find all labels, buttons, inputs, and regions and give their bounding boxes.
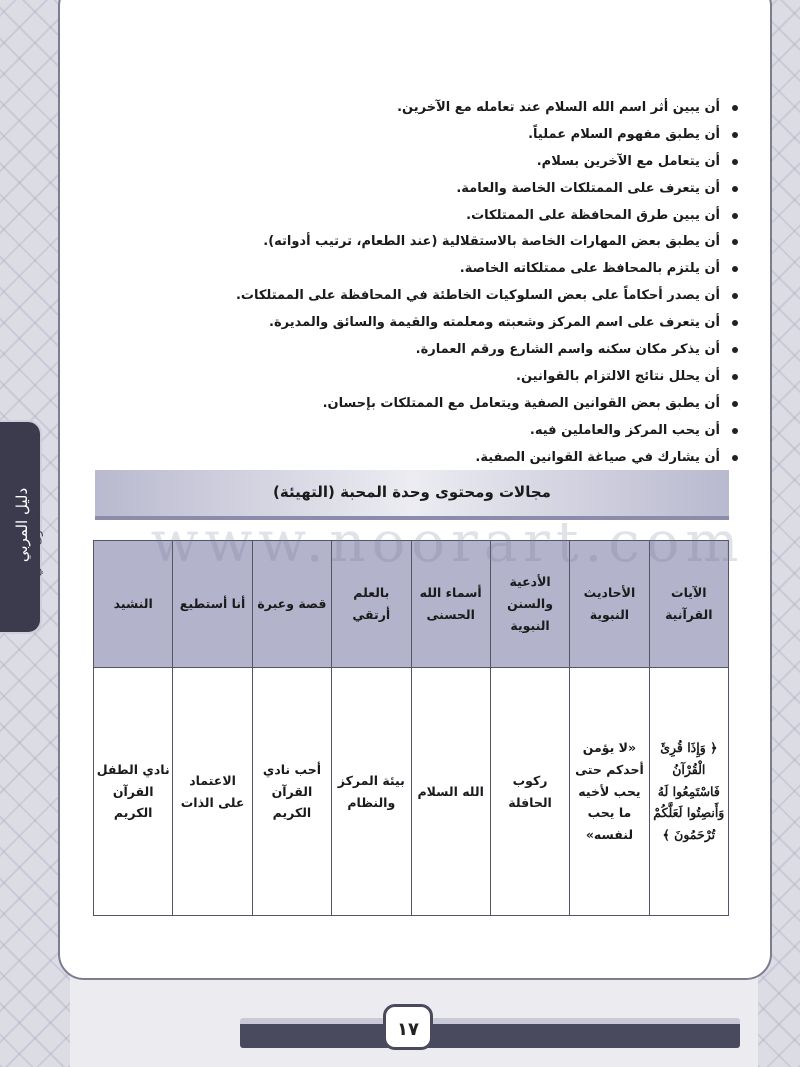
objective-item: أن يطبق بعض القوانين الصفية ويتعامل مع الممتلكات بإحسان.: [122, 391, 742, 418]
section-title-banner: مجالات ومحتوى وحدة المحبة (التهيئة): [95, 470, 729, 520]
objective-item: أن يذكر مكان سكنه واسم الشارع ورقم العمارة.: [122, 337, 742, 364]
cell-hadith: «لا يؤمن أحدكم حتى يحب لأخيه ما يحب لنفسه»: [570, 668, 649, 916]
objective-item: أن يحلل نتائج الالتزام بالقوانين.: [122, 364, 742, 391]
objective-item: أن يتعامل مع الآخرين بسلام.: [122, 149, 742, 176]
header-quran-verses: الآيات القرآنية: [649, 541, 728, 668]
objective-item: أن يبين طرق المحافظة على الممتلكات.: [122, 203, 742, 230]
table-row: [94, 668, 729, 916]
objective-item: أن يطبق مفهوم السلام عملياً.: [122, 122, 742, 149]
objective-item: أن يشارك في صياغة القوانين الصفية.: [122, 445, 742, 472]
header-names-of-allah: أسماء الله الحسنى: [411, 541, 490, 668]
page-number: ١٧: [383, 1004, 433, 1050]
cell-i-can: الاعتماد على الذات: [173, 668, 252, 916]
objectives-list: [122, 95, 742, 471]
objective-item: أن يتعرف على اسم المركز وشعبته ومعلمته والقيمة والسائق والمديرة.: [122, 310, 742, 337]
table-header-row: [94, 541, 729, 668]
objective-item: أن يطبق بعض المهارات الخاصة بالاستقلالية (عند الطعام، ترتيب أدواته).: [122, 229, 742, 256]
cell-story: أحب نادي القرآن الكريم: [252, 668, 331, 916]
unit-content-table: [93, 540, 729, 916]
footer-bar: [240, 1018, 740, 1048]
cell-anthem: نادي الطفل القرآن الكريم: [94, 668, 173, 916]
side-tab-subtitle: المستوى الثاني: [29, 501, 43, 577]
header-anthem: النشيد: [94, 541, 173, 668]
header-knowledge: بالعلم أرتقي: [332, 541, 411, 668]
watermark: www.noorart.com: [150, 510, 745, 575]
cell-quran-verse: ﴿ وَإِذَا قُرِئَ الْقُرْآنُ فَاسْتَمِعُوا لَهُ وَأَنصِتُوا لَعَلَّكُمْ تُرْحَمُونَ ﴾: [649, 668, 728, 916]
header-story: قصة وعبرة: [252, 541, 331, 668]
cell-names-of-allah: الله السلام: [411, 668, 490, 916]
header-i-can: أنا أستطيع: [173, 541, 252, 668]
objective-item: أن يلتزم بالمحافظ على ممتلكاته الخاصة.: [122, 256, 742, 283]
objective-item: أن يحب المركز والعاملين فيه.: [122, 418, 742, 445]
objective-item: أن يصدر أحكاماً على بعض السلوكيات الخاطئة في المحافظة على الممتلكات.: [122, 283, 742, 310]
cell-knowledge: بيئة المركز والنظام: [332, 668, 411, 916]
header-hadith: الأحاديث النبوية: [570, 541, 649, 668]
header-supplications: الأدعية والسنن النبوية: [490, 541, 569, 668]
objective-item: أن يتعرف على الممتلكات الخاصة والعامة.: [122, 176, 742, 203]
side-tab: [0, 420, 42, 634]
side-tab-title: دليل المربي: [13, 487, 31, 563]
objective-item: أن يبين أثر اسم الله السلام عند تعامله مع الآخرين.: [122, 95, 742, 122]
cell-supplication: ركوب الحافلة: [490, 668, 569, 916]
